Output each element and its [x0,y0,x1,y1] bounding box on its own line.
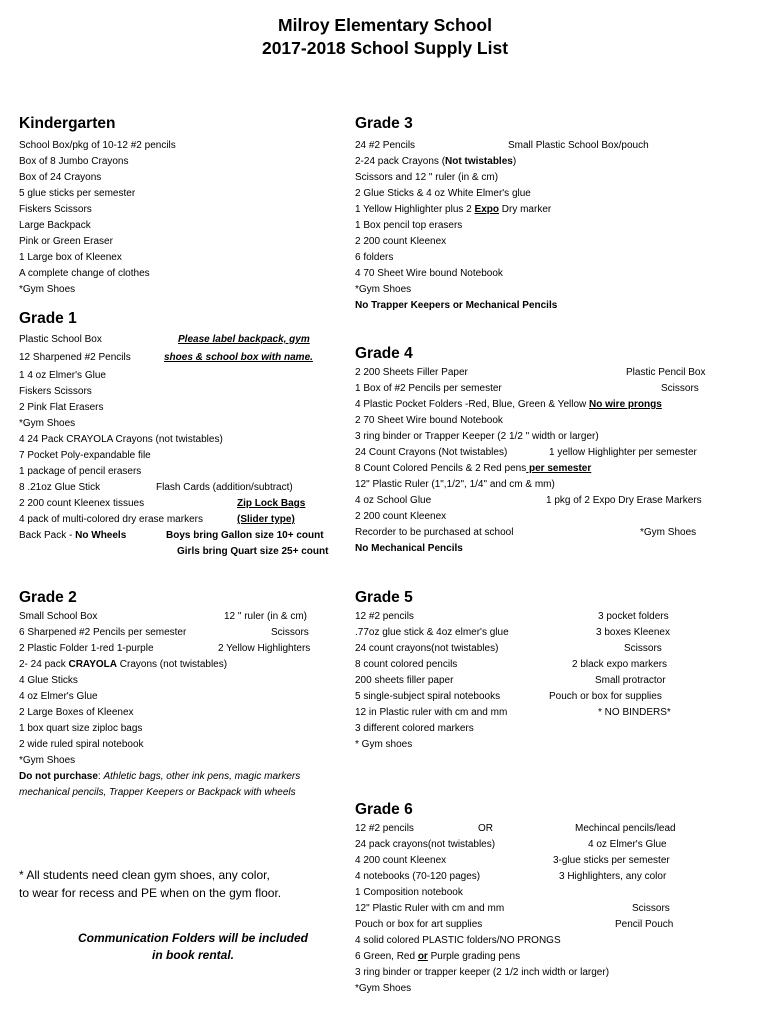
list-item-right: 3 pocket folders [598,611,669,622]
gym-note-line: to wear for recess and PE when on the gym floor. [19,886,282,900]
list-item [19,657,339,673]
communication-note-line: Communication Folders will be included [77,931,309,945]
list-item-right: Zip Lock Bags [237,498,306,509]
document-title [0,14,770,60]
list-item: 1 Box pencil top erasers [355,220,463,231]
list-item: A complete change of clothes [19,268,150,279]
list-item-right: Scissors [632,903,670,914]
list-item [355,138,715,154]
kindergarten-heading: Kindergarten [19,115,116,132]
list-item-text: 4 200 count Kleenex [355,855,447,866]
list-item-right: Scissors [271,627,309,638]
list-item: * Gym shoes [355,739,413,750]
list-item: 1 Large box of Kleenex [19,252,122,263]
grade5-heading: Grade 5 [355,589,413,606]
list-item-right: 1 yellow Highlighter per semester [549,447,697,458]
list-item: Pink or Green Eraser [19,236,113,247]
list-item: Fiskers Scissors [19,386,92,397]
list-item-right: Girls bring Quart size 25+ count [177,546,329,557]
list-item: 4 24 Pack CRAYOLA Crayons (not twistables) [19,434,223,445]
list-item: 2 Pink Flat Erasers [19,402,104,413]
list-item: 2 70 Sheet Wire bound Notebook [355,415,503,426]
grade1-section [19,309,339,560]
list-item-right: Pouch or box for supplies [549,691,662,702]
list-item: Box of 24 Crayons [19,172,102,183]
list-item: Scissors and 12 " ruler (in & cm) [355,172,499,183]
list-item-text: Back Pack - [19,530,76,541]
list-item-text: Plastic School Box [19,334,102,345]
list-item [355,917,715,933]
list-item-right: Mechincal pencils/lead [575,823,676,834]
list-item-text: 8 .21oz Glue Stick [19,482,101,493]
grade5-section [355,588,715,753]
list-item-right: 4 oz Elmer's Glue [588,839,667,850]
list-item-text: : [97,771,104,782]
list-item [19,625,339,641]
do-not-purchase-items: Athletic bags, other ink pens, magic markers [103,771,301,782]
list-item-emphasis: or [417,951,428,962]
list-item: 4 oz Elmer's Glue [19,691,98,702]
list-item-text: 2 200 count Kleenex tissues [19,498,145,509]
list-item-emphasis: No Wheels [75,530,127,541]
list-item-emphasis: Expo [474,204,499,215]
communication-note-line: in book rental. [151,948,234,962]
label-reminder-note: shoes & school box with name. [164,352,313,363]
list-item: *Gym Shoes [19,755,76,766]
list-item-text: 1 Yellow Highlighter plus 2 [355,204,475,215]
list-item [355,609,715,625]
list-item-text: 24 pack crayons(not twistables) [355,839,496,850]
list-item [355,154,715,170]
list-item-text: Dry marker [498,204,552,215]
list-item-text: 24 count crayons(not twistables) [355,643,499,654]
grade6-section [355,800,715,997]
list-item [355,202,715,218]
list-item-emphasis: Not twistables [445,156,513,167]
list-item-text: 1 Box of #2 Pencils per semester [355,383,502,394]
list-item-text: 12 #2 pencils [355,611,414,622]
list-item: *Gym Shoes [19,284,76,295]
list-item: Large Backpack [19,220,91,231]
list-item-right: Plastic Pencil Box [626,367,706,378]
do-not-purchase-items: mechanical pencils, Trapper Keepers or Backpack with wheels [19,787,296,798]
list-item-text: 6 Sharpened #2 Pencils per semester [19,627,187,638]
list-item-text: 200 sheets filler paper [355,675,454,686]
list-item-right: Small Plastic School Box/pouch [508,140,649,151]
kindergarten-section [19,114,339,298]
list-item [355,689,715,705]
list-item-right: 3-glue sticks per semester [553,855,670,866]
list-item [355,525,715,541]
communication-folders-note [40,930,346,964]
list-item [355,869,715,885]
list-item-right: 1 pkg of 2 Expo Dry Erase Markers [546,495,702,506]
list-item: *Gym Shoes [355,983,412,994]
list-item: 2 Glue Sticks & 4 oz White Elmer's glue [355,188,531,199]
list-item: 12" Plastic Ruler (1",1/2", 1/4" and cm & mm) [355,479,555,490]
list-item-text: 4 pack of multi-colored dry erase markers [19,514,203,525]
list-item: 2 Large Boxes of Kleenex [19,707,134,718]
grade2-heading: Grade 2 [19,589,77,606]
list-item: 6 folders [355,252,394,263]
list-item: School Box/pkg of 10-12 #2 pencils [19,140,176,151]
list-item-right: Scissors [661,383,699,394]
list-item: 1 Composition notebook [355,887,463,898]
list-item [355,381,715,397]
list-item-text: 8 Count Colored Pencils & 2 Red pens [355,463,527,474]
list-item-right: Small protractor [595,675,666,686]
list-item: 2 200 count Kleenex [355,511,447,522]
gym-note-line: * All students need clean gym shoes, any color, [19,868,270,882]
grade3-heading: Grade 3 [355,115,413,132]
list-item [19,609,339,625]
list-item: 1 package of pencil erasers [19,466,142,477]
grade3-section [355,114,715,314]
list-item [355,365,715,381]
list-item-right: 12 " ruler (in & cm) [224,611,308,622]
list-item [355,625,715,641]
list-item [355,853,715,869]
list-item: 4 solid colored PLASTIC folders/NO PRONGS [355,935,561,946]
grade4-section [355,344,715,557]
list-item [355,949,715,965]
list-item-right: Pencil Pouch [615,919,674,930]
list-item [19,512,339,528]
list-item: No Trapper Keepers or Mechanical Pencils [355,300,558,311]
list-item-text: 12 Sharpened #2 Pencils [19,352,131,363]
list-item-right: (Slider type) [237,514,295,525]
list-item-text: 8 count colored pencils [355,659,458,670]
list-item-text: 5 single-subject spiral notebooks [355,691,501,702]
list-item-text: 2 200 Sheets Filler Paper [355,367,468,378]
list-item-right: 3 Highlighters, any color [559,871,667,882]
list-item: 5 glue sticks per semester [19,188,136,199]
list-item [355,445,715,461]
list-item-text: 4 notebooks (70-120 pages) [355,871,481,882]
list-item-text: 12 #2 pencils [355,823,414,834]
list-item-text: Purple grading pens [427,951,521,962]
list-item: 2 200 count Kleenex [355,236,447,247]
list-item: 7 Pocket Poly-expandable file [19,450,151,461]
list-item-text: Pouch or box for art supplies [355,919,483,930]
list-item: *Gym Shoes [355,284,412,295]
list-item-right: *Gym Shoes [640,527,697,538]
list-item [355,705,715,721]
list-item [19,496,339,512]
list-item [19,528,339,544]
list-item-right: Boys bring Gallon size 10+ count [166,530,324,541]
list-item [19,544,339,560]
grade4-heading: Grade 4 [355,345,413,362]
list-item-text: 4 Plastic Pocket Folders -Red, Blue, Green & Yellow [355,399,590,410]
list-item [19,480,339,496]
list-item-text: Small School Box [19,611,98,622]
list-item-right: 2 Yellow Highlighters [218,643,311,654]
list-item [355,657,715,673]
list-item [355,461,715,477]
list-item-text: 24 Count Crayons (Not twistables) [355,447,508,458]
grade1-heading: Grade 1 [19,310,77,327]
list-item-text: 2- 24 pack [19,659,69,670]
list-item-text: 2-24 pack Crayons ( [355,156,446,167]
list-item [19,348,339,368]
list-item-text: 24 #2 Pencils [355,140,416,151]
list-item: 3 ring binder or trapper keeper (2 1/2 inch width or larger) [355,967,610,978]
do-not-purchase-label: Do not purchase [19,771,98,782]
list-item-text: Recorder to be purchased at school [355,527,514,538]
list-item: 2 wide ruled spiral notebook [19,739,144,750]
list-item: 1 box quart size ziploc bags [19,723,143,734]
list-item-text: 12 in Plastic ruler with cm and mm [355,707,508,718]
list-item [355,397,715,413]
list-item-right: 3 boxes Kleenex [596,627,670,638]
grade6-heading: Grade 6 [355,801,413,818]
list-item: No Mechanical Pencils [355,543,463,554]
list-item-right: * NO BINDERS* [598,707,671,718]
list-item-text: 4 oz School Glue [355,495,432,506]
list-item [355,673,715,689]
list-year-title: 2017-2018 School Supply List [261,38,509,58]
list-item: 4 Glue Sticks [19,675,78,686]
list-item [355,641,715,657]
list-item-text: Crayons (not twistables) [117,659,228,670]
list-item [355,901,715,917]
list-item: 3 different colored markers [355,723,474,734]
list-item-emphasis: per semester [526,463,592,474]
list-item-text: .77oz glue stick & 4oz elmer's glue [355,627,509,638]
list-item: 3 ring binder or Trapper Keeper (2 1/2 " width or larger) [355,431,599,442]
list-item: 1 4 oz Elmer's Glue [19,370,106,381]
list-item-emphasis: No wire prongs [589,399,662,410]
school-name: Milroy Elementary School [278,15,492,35]
list-item [19,332,339,348]
list-item-text: 12" Plastic Ruler with cm and mm [355,903,505,914]
label-reminder-note: Please label backpack, gym [178,334,310,345]
gym-shoes-note [19,866,339,902]
list-item-mid: OR [478,823,493,834]
list-item-emphasis: CRAYOLA [68,659,118,670]
list-item [19,641,339,657]
grade2-section [19,588,339,801]
list-item-right: Flash Cards (addition/subtract) [156,482,293,493]
list-item-text: 6 Green, Red [355,951,418,962]
list-item [355,837,715,853]
list-item-right: 2 black expo markers [572,659,668,670]
list-item-text: ) [512,156,517,167]
list-item: Fiskers Scissors [19,204,92,215]
list-item [355,821,715,837]
list-item: 4 70 Sheet Wire bound Notebook [355,268,503,279]
list-item-text: 2 Plastic Folder 1-red 1-purple [19,643,154,654]
list-item [355,493,715,509]
list-item [19,769,339,785]
list-item: *Gym Shoes [19,418,76,429]
list-item: Box of 8 Jumbo Crayons [19,156,129,167]
list-item-right: Scissors [624,643,662,654]
